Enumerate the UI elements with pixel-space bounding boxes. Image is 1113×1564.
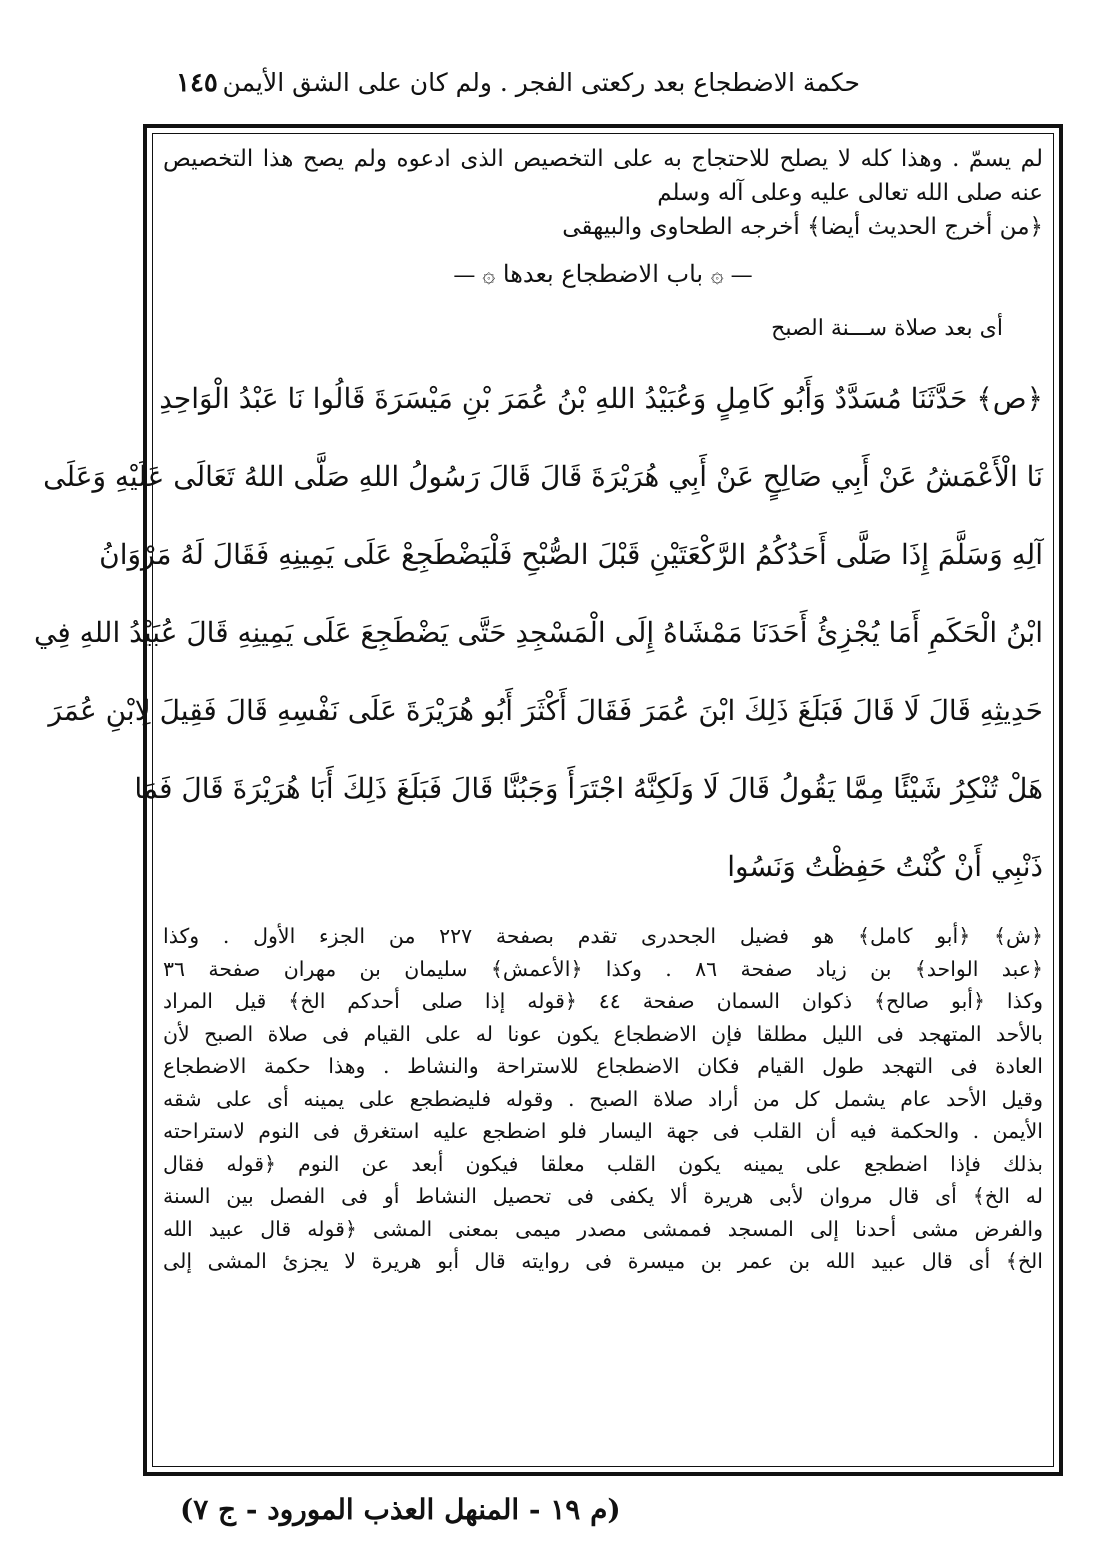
ornament-left: ۞ —	[453, 263, 496, 288]
hadith-line: ابْنُ الْحَكَمِ أَمَا يُجْزِئُ أَحَدَنَا مَمْشَاهُ إِلَى الْمَسْجِدِ حَتَّى يَضْطَجِعَ عَلَى يَمِينِهِ قَالَ عُبَيْدُ اللهِ فِي	[34, 616, 1043, 649]
page-content	[34, 142, 1043, 1458]
commentary-line: بالأحد المتهجد فى الليل مطلقا فإن الاضطجاع يكون عونا له على القيام فى صلاة الصبح لأن	[163, 1021, 1043, 1046]
page-header	[150, 62, 860, 112]
signature-footer: (م ١٩ - المنهل العذب المورود - ج ٧)	[180, 1493, 621, 1526]
text-frame	[34, 124, 1063, 1476]
running-title: حكمة الاضطجاع بعد ركعتى الفجر . ولم كان على الشق الأيمن	[222, 68, 860, 97]
preamble	[163, 142, 1043, 244]
hadith-line: ذَنْبِي أَنْ كُنْتُ حَفِظْتُ وَنَسُوا	[727, 850, 1043, 883]
hadith-text	[34, 360, 1043, 906]
text-frame-inner	[34, 133, 1054, 1467]
hadith-line: آلِهِ وَسَلَّمَ إِذَا صَلَّى أَحَدُكُمُ الرَّكْعَتَيْنِ قَبْلَ الصُّبْحِ فَلْيَضْطَجِعْ عَلَى يَمِينِهِ فَقَالَ لَهُ مَرْوَانُ	[99, 538, 1043, 571]
preamble-line: ﴿من أخرج الحديث أيضا﴾ أخرجه الطحاوى والبيهقى	[562, 214, 1043, 240]
commentary-line: وكذا ﴿أبو صالح﴾ ذكوان السمان صفحة ٤٤ ﴿قوله إذا صلى أحدكم الخ﴾ قيل المراد	[163, 989, 1043, 1013]
ornament-right: — ۞	[710, 263, 753, 288]
commentary-line: بذلك فإذا اضطجع على يمينه يكون القلب معلقا فيكون أبعد عن النوم ﴿قوله فقال	[163, 1151, 1043, 1176]
commentary-line: ﴿عبد الواحد﴾ بن زياد صفحة ٨٦ . وكذا ﴿الأعمش﴾ سليمان بن مهران صفحة ٣٦	[163, 956, 1043, 981]
hadith-line: نَا الْأَعْمَشُ عَنْ أَبِي صَالِحٍ عَنْ أَبِي هُرَيْرَةَ قَالَ قَالَ رَسُولُ اللهِ صَلَّى اللهُ تَعَالَى عَلَيْهِ وَعَلَى	[43, 460, 1043, 493]
hadith-line: حَدِيثِهِ قَالَ لَا قَالَ فَبَلَغَ ذَلِكَ ابْنَ عُمَرَ فَقَالَ أَكْثَرَ أَبُو هُرَيْرَةَ عَلَى نَفْسِهِ قَالَ فَقِيلَ لِابْنِ عُمَرَ	[48, 694, 1043, 727]
hadith-line: ﴿ص﴾ حَدَّثَنَا مُسَدَّدٌ وَأَبُو كَامِلٍ وَعُبَيْدُ اللهِ بْنُ عُمَرَ بْنِ مَيْسَرَةَ قَالُوا نَا عَبْدُ الْوَاحِدِ	[159, 382, 1043, 415]
hadith-line: هَلْ تُنْكِرُ شَيْئًا مِمَّا يَقُولُ قَالَ لَا وَلَكِنَّهُ اجْتَرَأَ وَجَبُنَّا قَالَ فَبَلَغَ ذَلِكَ أَبَا هُرَيْرَةَ قَالَ فَمَا	[134, 772, 1043, 805]
commentary-line: الخ﴾ أى قال عبيد الله بن عمر بن ميسرة فى روايته قال أبو هريرة لا يجزئ المشى إلى	[163, 1249, 1043, 1273]
commentary-line: والفرض مشى أحدنا إلى المسجد فممشى مصدر ميمى بمعنى المشى ﴿قوله قال عبيد الله	[163, 1216, 1043, 1241]
commentary-line: وقيل الأحد عام يشمل كل من أراد صلاة الصبح . وقوله فليضطجع على يمينه أى على شقه	[163, 1086, 1043, 1111]
section-subtitle: أى بعد صلاة ســـنة الصبح	[771, 316, 1003, 341]
preamble-line: عنه صلى الله تعالى عليه وعلى آله وسلم	[657, 180, 1043, 206]
page-number: ١٤٥	[176, 68, 218, 98]
commentary-line: العادة فى التهجد طول القيام فكان الاضطجاع للاستراحة والنشاط . وهذا حكمة الاضطجاع	[163, 1054, 1043, 1078]
section-heading	[163, 244, 1043, 306]
commentary-line: له الخ﴾ أى قال مروان لأبى هريرة ألا يكفى فى تحصيل النشاط أو فى الفصل بين السنة	[163, 1184, 1043, 1208]
preamble-line: لم يسمّ . وهذا كله لا يصلح للاحتجاج به على التخصيص الذى ادعوه ولم يصح هذا التخصيص	[163, 146, 1043, 172]
commentary-line: ﴿ش﴾ ﴿أبو كامل﴾ هو فضيل الجحدرى تقدم بصفحة ٢٢٧ من الجزء الأول . وكذا	[163, 924, 1043, 948]
section-title: باب الاضطجاع بعدها	[502, 260, 704, 288]
commentary-line: الأيمن . والحكمة فيه أن القلب فى جهة اليسار فلو اضطجع عليه استغرق فى النوم لاستراحته	[163, 1119, 1043, 1143]
commentary-text	[163, 920, 1043, 1278]
